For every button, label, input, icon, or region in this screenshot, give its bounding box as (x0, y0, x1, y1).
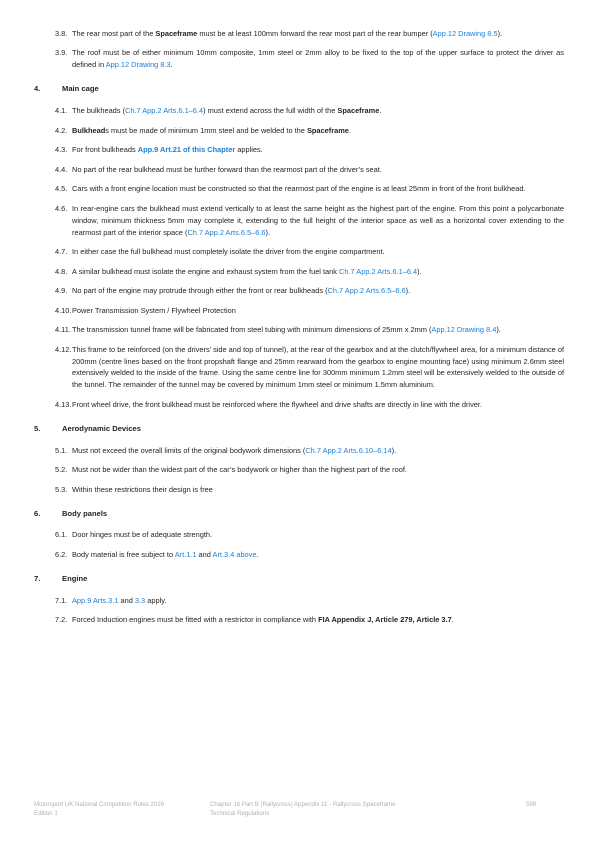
clause-row (34, 183, 566, 195)
footer-left-line1: Motorsport UK National Competition Rules 2026 (34, 801, 165, 809)
clause-text-run: . (170, 60, 173, 70)
clause-row (34, 484, 566, 496)
clause-text (72, 595, 566, 607)
clause-text (72, 399, 566, 411)
emphasis-text: Bulkhead (72, 125, 106, 135)
clause-text-run: ). (417, 266, 422, 276)
clause-text-run: Must not be wider than the widest part of the car’s bodywork or higher than the highest part of the roof. (72, 465, 407, 475)
footer-middle (204, 801, 526, 819)
footer-left-line2: Edition 1 (34, 810, 58, 818)
section-title: Main cage (62, 84, 99, 94)
clause-text-run: Power Transmission System / Flywheel Protection (72, 305, 236, 315)
clause-text (72, 305, 566, 317)
cross-reference-link[interactable]: Ch.7 App.2 Arts.6.1–6.4 (125, 106, 204, 116)
cross-reference-link[interactable]: App.12 Drawing 8.3 (105, 60, 171, 70)
clause-text-run: ). (405, 286, 411, 296)
section-heading (34, 508, 566, 520)
clause-text (72, 105, 566, 117)
cross-reference-link[interactable]: 3.3 (134, 595, 146, 605)
page-footer (34, 801, 566, 819)
cross-reference-link[interactable]: App.12 Drawing 8.5 (432, 29, 498, 38)
clause-text (72, 266, 566, 278)
clause-number: 7.1. (55, 595, 68, 605)
clause-number: 3.8. (55, 29, 68, 38)
clause-row (34, 614, 566, 626)
clause-text (72, 125, 566, 137)
clause-text-run: ) must extend across the full width of the (203, 106, 338, 116)
clause-list (34, 28, 566, 626)
clause-number: 6.2. (55, 549, 68, 559)
clause-text-run: Forced Induction engines must be fitted with a restrictor in compliance with (72, 615, 319, 625)
clause-row (34, 549, 566, 561)
clause-row (34, 344, 566, 392)
clause-text-run: No part of the engine may protrude through either the front or rear bulkheads ( (72, 286, 328, 296)
clause-number: 5.1. (55, 445, 68, 455)
clause-text-run: ). (391, 445, 397, 455)
clause-row (34, 529, 566, 541)
clause-text (72, 144, 566, 156)
clause-text-run: The rear most part of the (72, 29, 156, 38)
clause-text-run: . (379, 106, 382, 116)
clause-number: 5.3. (55, 484, 68, 494)
clause-text-run: ). (496, 325, 501, 335)
clause-row (34, 28, 566, 40)
clause-text-run: The roof must be of either minimum 10mm composite, 1mm steel or 2mm alloy to be fixed to the top of the upper surface to protect the driver as defined in (72, 48, 564, 70)
clause-text (72, 183, 566, 195)
cross-reference-link[interactable]: Art.1.1 (174, 549, 197, 559)
clause-number: 4.2. (55, 125, 68, 135)
clause-number: 4.12. (55, 344, 72, 354)
clause-number: 4.9. (55, 286, 68, 296)
clause-row (34, 285, 566, 297)
clause-text-run: and (118, 595, 135, 605)
clause-row (34, 164, 566, 176)
clause-text (72, 47, 566, 71)
clause-number: 7.2. (55, 615, 68, 625)
emphasis-text: FIA Appendix J, Article 279, Article 3.7 (318, 615, 452, 625)
footer-middle-line1: Chapter 16 Part B (Rallycross) Appendix 11 - Rallycross Spaceframe (210, 801, 396, 809)
clause-number: 6.1. (55, 530, 68, 540)
clause-text-run: s must be made of minimum 1mm steel and be welded to the (105, 125, 307, 135)
clause-text-run: This frame to be reinforced (on the drivers’ side and top of tunnel), at the rear of the gearbox and at the clutch/flywheel area, for a minimum distance of 200mm (centre lines based on the front propshaft flange and 25mm rearward from the gearbox to engine mounting face) using minimum 2.6mm steel extensively welded to the inside of the frame. Using the same centre line for 300mm minimum 1.2mm steel will be extensively welded to the outside of the tunnel. The remainder of the tunnel may be covered by minimum 1mm steel or minimum 1.5mm aluminium. (72, 344, 564, 390)
clause-number: 4.11. (55, 325, 71, 335)
clause-text (72, 285, 566, 297)
clause-text-run: The transmission tunnel frame will be fabricated from steel tubing with minimum dimensions of 25mm x 2mm ( (72, 325, 432, 335)
clause-text-run: ). (265, 227, 271, 237)
clause-text-run: Front wheel drive, the front bulkhead must be reinforced where the flywheel and drive shafts are directly in line with the driver. (72, 399, 482, 409)
clause-text-run: apply. (145, 595, 167, 605)
clause-number: 4.13. (55, 399, 72, 409)
cross-reference-link[interactable]: App.12 Drawing 8.4 (431, 325, 497, 335)
clause-number: 3.9. (55, 48, 68, 58)
clause-row (34, 445, 566, 457)
clause-text (72, 324, 566, 336)
clause-text-run: Door hinges must be of adequate strength. (72, 530, 213, 540)
clause-text (72, 464, 566, 476)
clause-row (34, 305, 566, 317)
emphasis-text: Spaceframe (337, 106, 380, 116)
clause-number: 4.5. (55, 184, 68, 194)
emphasis-text: Spaceframe (155, 29, 198, 38)
clause-number: 4.3. (55, 145, 68, 155)
clause-text (72, 246, 566, 258)
clause-text-run: Must not exceed the overall limits of the original bodywork dimensions ( (72, 445, 306, 455)
clause-row (34, 324, 566, 336)
cross-reference-link[interactable]: Ch.7 App.2 Arts.6.5–6.6 (187, 227, 266, 237)
clause-number: 4.4. (55, 164, 68, 174)
clause-row (34, 105, 566, 117)
clause-row (34, 464, 566, 476)
section-number: 6. (34, 508, 41, 518)
clause-text-run: Body material is free subject to (72, 549, 175, 559)
clause-text-run: must be at least 100mm forward the rear most part of the rear bumper ( (197, 29, 433, 38)
cross-reference-link[interactable]: Ch.7 App.2 Arts.6.5–6.6 (327, 286, 406, 296)
section-number: 5. (34, 423, 41, 433)
section-heading (34, 83, 566, 95)
clause-row (34, 203, 566, 239)
clause-text-run: Within these restrictions their design is free (72, 484, 213, 494)
clause-number: 5.2. (55, 465, 68, 475)
clause-number: 4.1. (55, 106, 68, 116)
clause-text-run: A similar bulkhead must isolate the engine and exhaust system from the fuel tank (72, 266, 340, 276)
clause-text-run: No part of the rear bulkhead must be further forward than the rearmost part of the driver’s seat. (72, 164, 382, 174)
clause-row (34, 266, 566, 278)
clause-row (34, 144, 566, 156)
clause-text (72, 28, 566, 40)
clause-row (34, 125, 566, 137)
clause-text-run: In either case the full bulkhead must completely isolate the driver from the engine compartment. (72, 247, 385, 257)
cross-reference-link[interactable]: Art.3.4 above (212, 549, 257, 559)
clause-row (34, 246, 566, 258)
clause-text-run: applies. (235, 145, 263, 155)
clause-text-run: . (348, 125, 351, 135)
cross-reference-link[interactable]: Ch.7 App.2 Arts.6.10–6.14 (305, 445, 392, 455)
clause-text (72, 445, 566, 457)
clause-text-run: In rear-engine cars the bulkhead must extend vertically to at least the same height as the highest part of the engine. From this point a polycarbonate window, minimum thickness 5mm may complete it, extending to the full height of the interior space as well as a horizontal cover extending to the rearmost part of the interior space ( (72, 203, 564, 237)
footer-middle-line2: Technical Regulations (210, 810, 270, 818)
section-heading (34, 423, 566, 435)
cross-reference-link[interactable]: Ch.7 App.2 Arts.6.1–6.4 (339, 266, 418, 276)
clause-number: 4.7. (55, 247, 68, 257)
clause-text-run: . (256, 549, 259, 559)
clause-text (72, 529, 566, 541)
section-title: Body panels (62, 508, 108, 518)
clause-text (72, 484, 566, 496)
clause-text-run: ). (497, 29, 503, 38)
clause-row (34, 47, 566, 71)
clause-number: 4.6. (55, 203, 68, 213)
clause-text (72, 614, 566, 626)
clause-row (34, 595, 566, 607)
clause-text-run: and (196, 549, 213, 559)
clause-text (72, 549, 566, 561)
footer-page-number: 599 (526, 801, 537, 809)
section-heading (34, 573, 566, 585)
clause-text-run: For front bulkheads (72, 145, 138, 155)
emphasis-text: Spaceframe (306, 125, 349, 135)
clause-text (72, 344, 566, 392)
clause-row (34, 399, 566, 411)
section-title: Engine (62, 573, 88, 583)
clause-number: 4.10. (55, 305, 72, 315)
cross-reference-link[interactable]: App.9 Arts.3.1 (72, 595, 119, 605)
clause-text-run: . (451, 615, 454, 625)
clause-text (72, 203, 566, 239)
clause-text (72, 164, 566, 176)
footer-left (34, 801, 204, 819)
section-number: 4. (34, 84, 41, 94)
clause-text-run: The bulkheads ( (72, 106, 125, 116)
section-number: 7. (34, 573, 41, 583)
clause-text-run: Cars with a front engine location must be constructed so that the rearmost part of the engine is at least 25mm in front of the front bulkhead. (72, 184, 526, 194)
section-title: Aerodynamic Devices (62, 423, 141, 433)
cross-reference-link[interactable]: App.9 Art.21 of this Chapter (137, 145, 236, 155)
clause-number: 4.8. (55, 266, 68, 276)
